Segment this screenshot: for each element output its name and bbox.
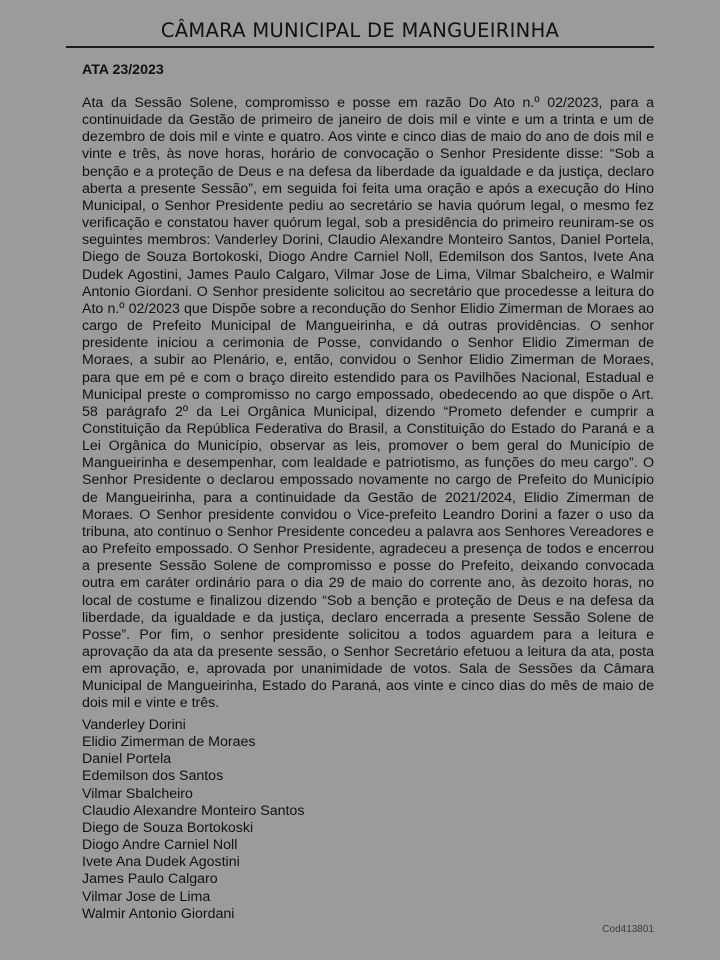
signature-name: Vanderley Dorini: [82, 717, 186, 733]
signature-name: James Paulo Calgaro: [82, 871, 218, 888]
minutes-body: Ata da Sessão Solene, compromisso e posse em razão Do Ato n.º 02/2023, para a continuidade da Gestão de primeiro de janeiro de dois mil e vinte e um a trinta e um de dezembro de dois mil e vinte e quatro. Aos vinte e cinco dias de maio do ano de dois mil e vinte e três, às nove horas, horário de convocação o Senhor Presidente disse: “Sob a benção e a proteção de Deus e na defesa da liberdade da igualdade e da justiça, declaro aberta a presente Sessão”, em seguida foi feita uma oração e após a execução do Hino Municipal, o Senhor Presidente pediu ao secretário se havia quórum legal, o mesmo fez verificação e constatou haver quórum legal, sob a presidência do primeiro reuniram-se os seguintes membros: Vanderley Dorini, Claudio Alexandre Monteiro Santos, Daniel Portela, Diego de Souza Bortokoski, Diogo Andre Carniel Noll, Edemilson dos Santos, Ivete Ana Dudek Agostini, James Paulo Calgaro, Vilmar Jose de Lima, Vilmar Sbalcheiro, e Walmir Antonio Giordani. O Senhor presidente solicitou ao secretário que procedesse a leitura do Ato n.º 02/2023 que Dispõe sobre a recondução do Senhor Elidio Zimerman de Moraes ao cargo de Prefeito Municipal de Mangueirinha, e dá outras providências. O senhor presidente iniciou a cerimonia de Posse, convidando o Senhor Elidio Zimerman de Moraes, a subir ao Plenário, e, então, convidou o Senhor Elidio Zimerman de Moraes, para que em pé e com o braço direito estendido para os Pavilhões Nacional, Estadual e Municipal preste o compromisso no cargo empossado, obedecendo ao que dispõe o Art. 58 parágrafo 2º da Lei Orgânica Municipal, dizendo “Prometo defender e cumprir a Constituição da República Federativa do Brasil, a Constituição do Estado do Paraná e a Lei Orgânica do Município, observar as leis, promover o bem geral do Município de Mangueirinha e desempenhar, com lealdade e patriotismo, as funções do meu cargo”. O Senhor Presidente o declarou empossado novamente no cargo de Prefeito do Município de Mangueirinha, para a continuidade da Gestão de 2021/2024, Elidio Zimerman de Moraes. O Senhor presidente convidou o Vice-prefeito Leandro Dorini a fazer o uso da tribuna, ato continuo o Senhor Presidente concedeu a palavra aos Senhores Vereadores e ao Prefeito empossado. O Senhor Presidente, agradeceu a presença de todos e encerrou a presente Sessão Solene de compromisso e posse do Prefeito, deixando convocada outra em caráter ordinário para o dia 29 de maio do corrente ano, às dezoito horas, no local de costume e finalizou dizendo “Sob a benção e proteção de Deus e na defesa da liberdade, da igualdade e da justiça, declaro encerrada a presente Sessão Solene de Posse”. Por fim, o senhor presidente solicitou a todos aguardem para a leitura e aprovação da ata da presente sessão, o Senhor Secretário efetuou a leitura da ata, posta em aprovação, e, aprovada por unanimidade de votos. Sala de Sessões da Câmara Municipal de Mangueirinha, Estado do Paraná, aos vinte e cinco dias do mês de maio de dois mil e vinte e três.: [82, 95, 654, 712]
document-code: Cod413801: [602, 924, 654, 935]
signature-name: Vilmar Sbalcheiro: [82, 785, 193, 802]
signature-name: Edemilson dos Santos: [82, 768, 224, 785]
chamber-title: CÂMARA MUNICIPAL DE MANGUEIRINHA: [160, 19, 560, 42]
signature-name: Ivete Ana Dudek Agostini: [82, 854, 240, 871]
signature-name: Vilmar Jose de Lima: [82, 888, 211, 905]
document-header: [66, 16, 654, 48]
signature-name: Claudio Alexandre Monteiro Santos: [82, 802, 305, 819]
ata-number: ATA 23/2023: [82, 62, 164, 78]
signature-name: Diego de Souza Bortokoski: [82, 819, 254, 836]
signature-list: [82, 717, 304, 923]
signature-name: Daniel Portela: [82, 751, 172, 768]
signature-name: Diogo Andre Carniel Noll: [82, 837, 238, 854]
signature-name: Walmir Antonio Giordani: [82, 905, 235, 922]
signature-name: Elidio Zimerman de Moraes: [82, 734, 256, 751]
